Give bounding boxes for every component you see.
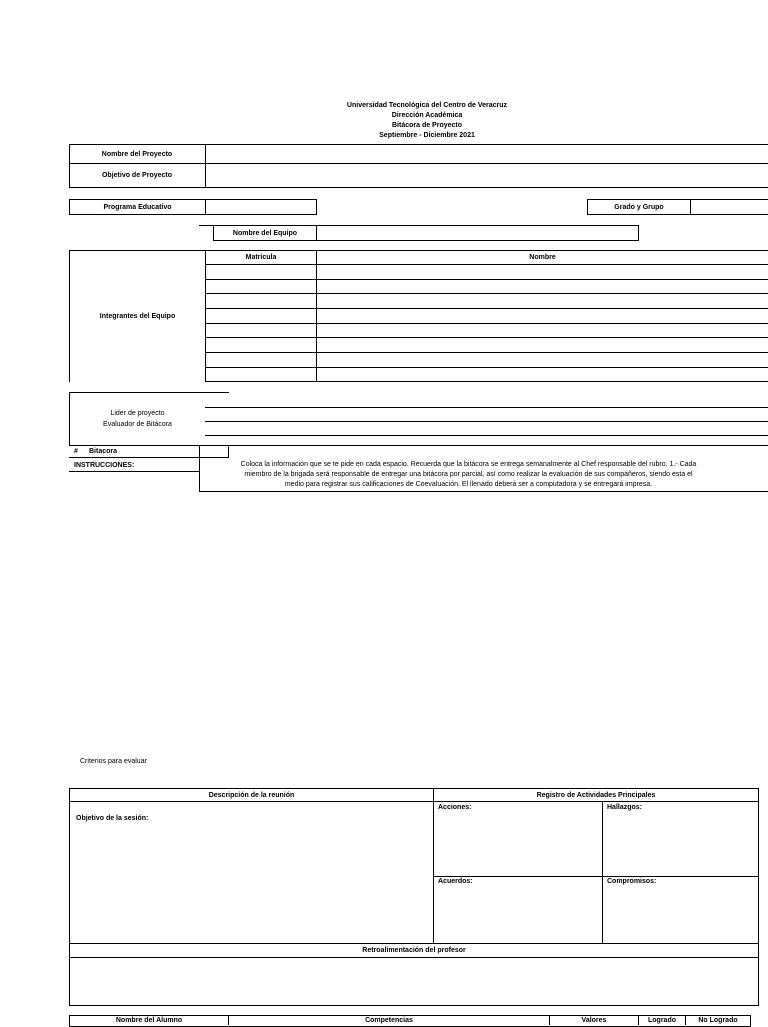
instructions-label: INSTRUCCIONES:	[74, 462, 135, 469]
grade-group-field[interactable]	[690, 199, 768, 215]
project-name-field[interactable]	[206, 145, 768, 163]
session-objective-field[interactable]	[72, 826, 430, 940]
leader-label: Lider de proyecto	[110, 409, 165, 417]
feedback-input[interactable]	[72, 960, 756, 1004]
matricula-header: Matricula	[245, 254, 277, 261]
team-name-input[interactable]	[316, 231, 638, 245]
competencies-header: Competencias	[365, 1017, 413, 1024]
commitments-field[interactable]	[605, 888, 756, 941]
log-label: Bitacora	[89, 448, 118, 455]
meeting-description-header: Descripción de la reunión	[208, 792, 295, 799]
nombre-cell[interactable]	[317, 309, 768, 323]
matricula-cell[interactable]	[206, 338, 316, 352]
agreements-field[interactable]	[436, 888, 599, 941]
evaluator-input[interactable]	[206, 413, 768, 426]
matricula-cell[interactable]	[206, 294, 316, 308]
divider	[199, 225, 214, 226]
project-objective-input[interactable]	[206, 164, 768, 187]
divider	[69, 471, 200, 472]
matricula-cell[interactable]	[206, 324, 316, 337]
matricula-cell[interactable]	[206, 368, 316, 381]
nombre-cell[interactable]	[317, 338, 768, 352]
nombre-cell[interactable]	[317, 324, 768, 337]
program-label: Programa Educativo	[69, 199, 206, 215]
period: Septiembre - Diciembre 2021	[379, 132, 475, 139]
session-objective-input[interactable]	[72, 826, 430, 940]
grade-group-label: Grado y Grupo	[587, 199, 691, 215]
team-name-field[interactable]	[316, 225, 639, 241]
divider	[433, 788, 434, 944]
grade-group-input[interactable]	[690, 205, 768, 219]
activities-header: Registro de Actividades Principales	[536, 792, 656, 799]
divider	[69, 445, 768, 446]
divider	[69, 392, 229, 393]
program-field[interactable]	[205, 199, 317, 215]
agreements-label: Acuerdos:	[438, 878, 473, 885]
agreements-input[interactable]	[436, 888, 599, 941]
project-objective-label: Objetivo de Proyecto	[101, 172, 173, 179]
actions-field[interactable]	[436, 814, 599, 874]
matricula-cell[interactable]	[206, 353, 316, 367]
matricula-cell[interactable]	[206, 280, 316, 293]
divider	[69, 957, 759, 958]
log-number-label: #	[74, 448, 78, 455]
project-objective-field[interactable]	[206, 164, 768, 187]
team-members-label: Integrantes del Equipo	[99, 312, 176, 320]
criteria-title: Criterios para evaluar	[80, 758, 147, 765]
university-name: Universidad Tecnológica del Centro de Veracruz	[346, 102, 508, 109]
leader-field[interactable]	[206, 394, 768, 407]
divider	[69, 801, 759, 802]
nombre-cell[interactable]	[317, 280, 768, 293]
evaluator-field[interactable]	[206, 408, 768, 421]
matricula-input[interactable]	[206, 373, 316, 386]
evaluator-label: Evaluador de Bitácora	[103, 420, 172, 428]
achieved-header: Logrado	[648, 1017, 676, 1024]
feedback-header: Retroalimentación del profesor	[362, 947, 466, 954]
actions-input[interactable]	[436, 814, 599, 874]
values-header: Valores	[581, 1017, 607, 1024]
findings-field[interactable]	[605, 814, 756, 874]
matricula-cell[interactable]	[206, 265, 316, 279]
student-name-header: Nombre del Alumno	[115, 1017, 183, 1024]
instructions-line-3: medio para registrar sus calificaciones de Coevaluación. El llenado deberá ser a computadora y se entregará impresa.	[284, 481, 653, 488]
feedback-field[interactable]	[72, 960, 756, 1004]
commitments-label: Compromisos:	[607, 878, 657, 885]
nombre-input[interactable]	[317, 373, 768, 386]
academic-direction: Dirección Académica	[391, 112, 463, 119]
project-name-input[interactable]	[206, 148, 768, 166]
nombre-cell[interactable]	[317, 265, 768, 279]
nombre-header: Nombre	[529, 254, 556, 261]
divider	[205, 435, 768, 436]
project-name-label: Nombre del Proyecto	[101, 150, 173, 158]
document-title: Bitácora de Proyecto	[391, 122, 463, 129]
nombre-cell[interactable]	[317, 294, 768, 308]
session-objective-label: Objetivo de la sesión:	[76, 815, 149, 822]
divider	[602, 801, 603, 944]
instructions-line-1: Coloca la información que se te pide en cada espacio. Recuerda que la bitácora se entrega semanalmente al Chef responsable del rubro. 1.- Cada	[240, 461, 697, 468]
nombre-cell[interactable]	[317, 353, 768, 367]
not-achieved-header: No Logrado	[698, 1017, 738, 1024]
instructions-line-2: miembro de la brigada será responsable de entregar una bitácora por parcial, así como realizar la evaluación de sus compañeros, siendo esta el	[244, 471, 693, 478]
divider	[199, 491, 768, 492]
matricula-cell[interactable]	[206, 309, 316, 323]
divider	[433, 876, 759, 877]
findings-label: Hallazgos:	[607, 804, 643, 811]
team-name-label: Nombre del Equipo	[213, 225, 317, 241]
actions-label: Acciones:	[438, 804, 472, 811]
divider	[69, 457, 229, 458]
commitments-input[interactable]	[605, 888, 756, 941]
nombre-cell[interactable]	[317, 368, 768, 381]
findings-input[interactable]	[605, 814, 756, 874]
program-input[interactable]	[205, 205, 316, 219]
